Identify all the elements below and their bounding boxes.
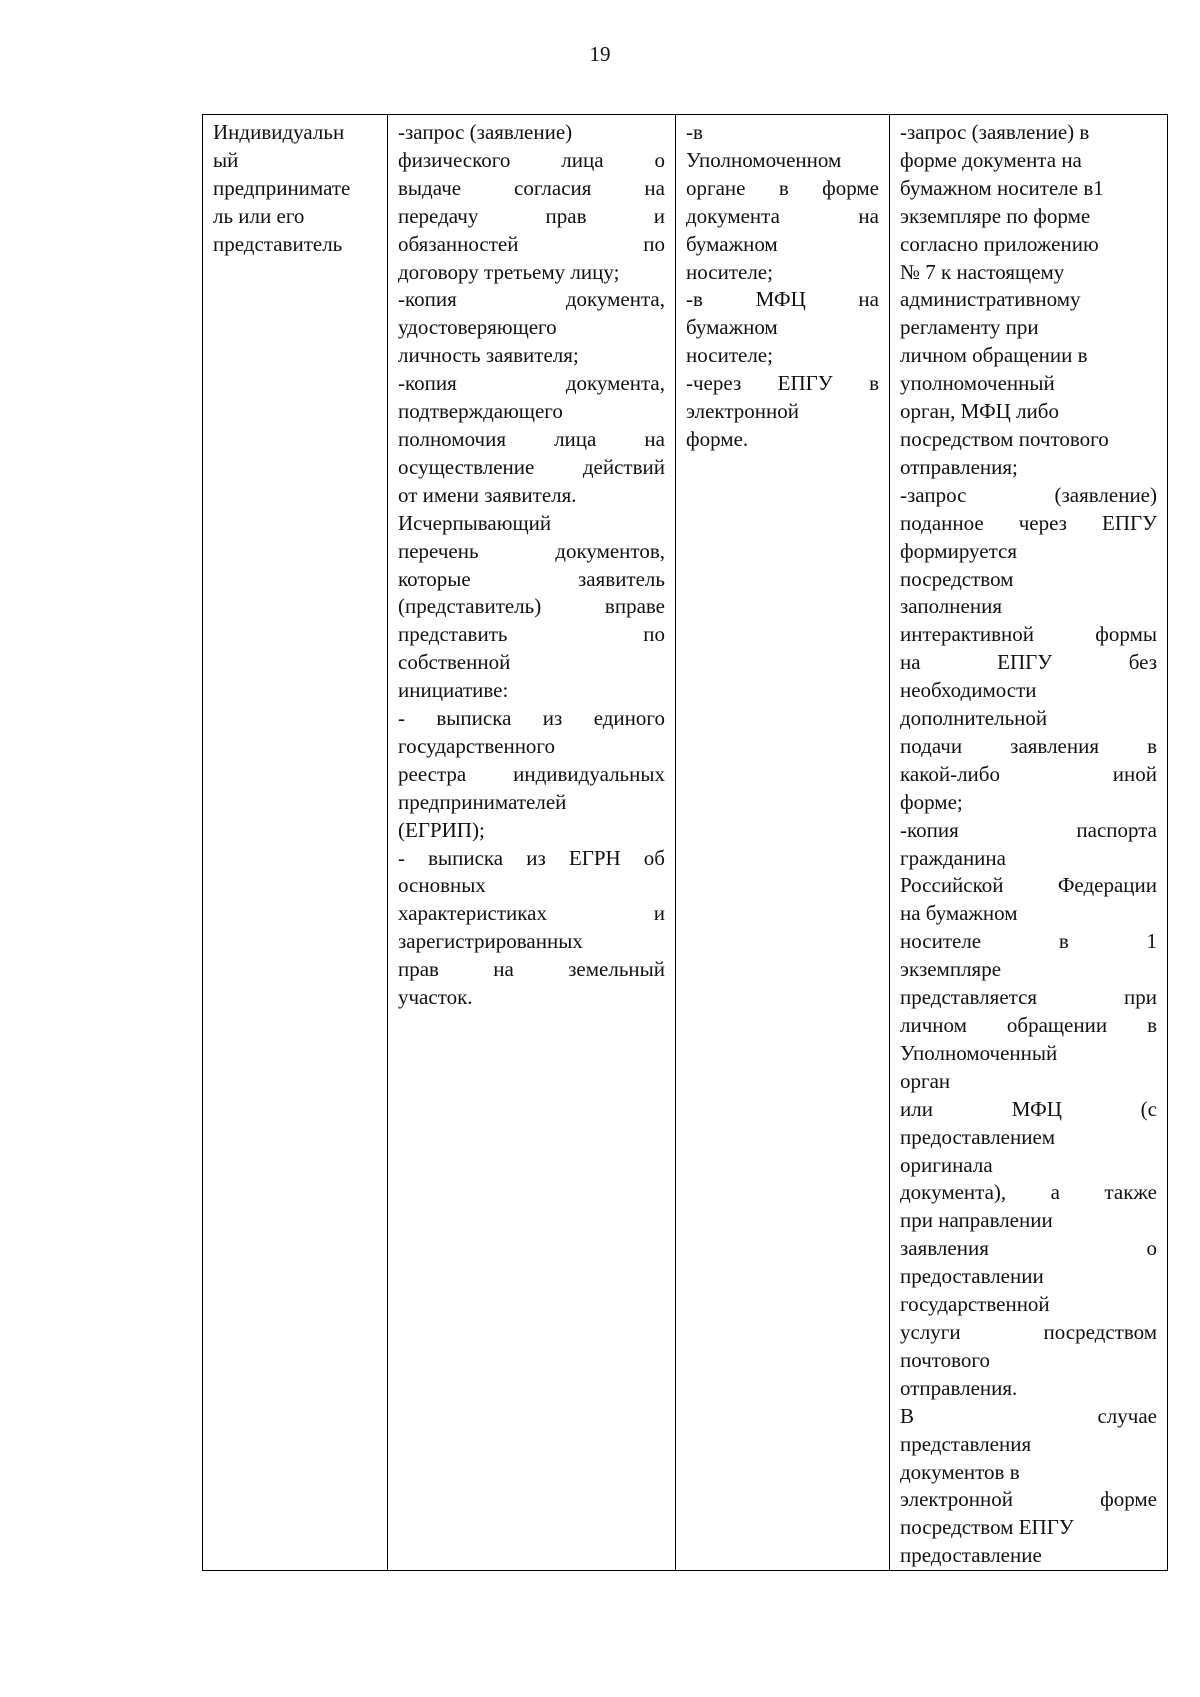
text-line: реестра индивидуальных [398, 761, 665, 786]
text-line: поданное через ЕПГУ [900, 510, 1157, 535]
text-line: -запрос (заявление) в [900, 120, 1090, 144]
text-line: экземпляре по форме [900, 203, 1091, 228]
text-line: оригинала [900, 1152, 993, 1177]
text-line: заполнения [900, 594, 1002, 619]
submission-methods-cell [676, 115, 890, 1571]
text-line: Уполномоченный [900, 1040, 1058, 1065]
text-line: бумажном [686, 315, 778, 340]
text-line: какой-либо иной [900, 761, 1157, 786]
text-line: -запрос (заявление) [900, 482, 1157, 507]
text-line: отправления; [900, 454, 1018, 479]
text-line: личном обращении в [900, 343, 1088, 368]
text-line: форме. [686, 426, 749, 451]
text-line: заявления о [900, 1236, 1157, 1261]
text-line: (представитель) вправе [398, 594, 665, 619]
text-line: подачи заявления в [900, 733, 1157, 758]
text-line: документа), а также [900, 1180, 1157, 1205]
text-line: Индивидуальн [213, 120, 345, 144]
text-line: электронной [686, 399, 800, 424]
text-line: отправления. [900, 1375, 1018, 1400]
text-line: интерактивной формы [900, 622, 1157, 647]
text-line: предоставление [900, 1543, 1042, 1568]
text-line: документа на [686, 203, 879, 228]
document-requirements-cell [890, 115, 1168, 1571]
text-line: осуществление действий [398, 454, 665, 479]
text-line: электронной форме [900, 1487, 1157, 1512]
text-line: договору третьему лицу; [398, 259, 620, 284]
text-line: (ЕГРИП); [398, 817, 485, 842]
text-line: представить по [398, 622, 665, 647]
text-line: дополнительной [900, 706, 1048, 731]
text-line: ый [213, 147, 239, 172]
text-line: -в [686, 120, 703, 144]
text-line: перечень документов, [398, 538, 665, 563]
text-line: инициативе: [398, 678, 509, 703]
text-line: предпринимателей [398, 789, 567, 814]
document-table [202, 114, 1168, 1571]
text-line: передачу прав и [398, 203, 665, 228]
text-line: ль или его [213, 203, 305, 228]
text-line: предоставлением [900, 1124, 1056, 1149]
text-line: формируется [900, 538, 1017, 563]
text-line: Исчерпывающий [398, 510, 552, 535]
text-line: носителе в 1 [900, 929, 1157, 954]
text-line: № 7 к настоящему [900, 259, 1065, 284]
text-line: которые заявитель [398, 566, 665, 591]
text-line: личность заявителя; [398, 343, 579, 368]
text-line: носителе; [686, 259, 773, 284]
text-line: -запрос (заявление) [398, 120, 573, 144]
text-line: Уполномоченном [686, 147, 842, 172]
text-line: полномочия лица на [398, 426, 665, 451]
text-line: государственной [900, 1292, 1050, 1317]
text-line: документов в [900, 1459, 1020, 1484]
text-line: прав на земельный [398, 957, 665, 982]
text-line: представляется при [900, 985, 1157, 1010]
text-line: орган [900, 1068, 951, 1093]
text-line: характеристиках и [398, 901, 665, 926]
text-line: или МФЦ (с [900, 1096, 1157, 1121]
text-line: физического лица о [398, 147, 665, 172]
text-line: носителе; [686, 343, 773, 368]
text-line: предпринимате [213, 175, 351, 200]
text-line: орган, МФЦ либо [900, 399, 1059, 424]
text-line: услуги посредством [900, 1319, 1157, 1344]
text-line: -копия документа, [398, 287, 665, 312]
text-line: регламенту при [900, 315, 1039, 340]
text-line: уполномоченный [900, 371, 1055, 396]
text-line: представления [900, 1431, 1032, 1456]
text-line: почтового [900, 1347, 991, 1372]
text-line: административному [900, 287, 1081, 312]
text-line: от имени заявителя. [398, 482, 577, 507]
text-line: представитель [213, 231, 343, 256]
text-line: удостоверяющего [398, 315, 557, 340]
text-line: В случае [900, 1403, 1157, 1428]
text-line: форме документа на [900, 147, 1082, 172]
text-line: -копия паспорта [900, 817, 1157, 842]
text-line: гражданина [900, 845, 1006, 870]
text-line: органе в форме [686, 175, 879, 200]
text-line: выдаче согласия на [398, 175, 665, 200]
text-line: бумажном носителе в1 [900, 175, 1104, 200]
text-line: -копия документа, [398, 371, 665, 396]
text-line: подтверждающего [398, 399, 563, 424]
text-line: на бумажном [900, 901, 1018, 926]
text-line: экземпляре [900, 957, 1002, 982]
text-line: основных [398, 873, 486, 898]
text-line: обязанностей по [398, 231, 665, 256]
text-line: форме; [900, 789, 963, 814]
text-line: - выписка из ЕГРН об [398, 845, 665, 870]
text-line: -в МФЦ на [686, 287, 879, 312]
text-line: согласно приложению [900, 231, 1099, 256]
text-line: посредством почтового [900, 426, 1109, 451]
text-line: при направлении [900, 1208, 1053, 1233]
text-line: посредством ЕПГУ [900, 1515, 1074, 1540]
text-line: личном обращении в [900, 1013, 1157, 1037]
text-line: посредством [900, 566, 1014, 591]
text-line: на ЕПГУ без [900, 650, 1157, 675]
page-number: 19 [589, 42, 611, 66]
text-line: зарегистрированных [398, 929, 583, 954]
text-line: участок. [398, 985, 473, 1010]
text-line: государственного [398, 733, 556, 758]
text-line: -через ЕПГУ в [686, 371, 879, 396]
text-line: - выписка из единого [398, 706, 665, 731]
text-line: бумажном [686, 231, 778, 256]
text-line: предоставлении [900, 1264, 1044, 1289]
text-line: Российской Федерации [900, 873, 1157, 898]
text-line: собственной [398, 650, 511, 675]
required-documents-cell [388, 115, 676, 1571]
table-row [203, 115, 1168, 1571]
applicant-category-cell [203, 115, 388, 1571]
text-line: необходимости [900, 678, 1037, 703]
